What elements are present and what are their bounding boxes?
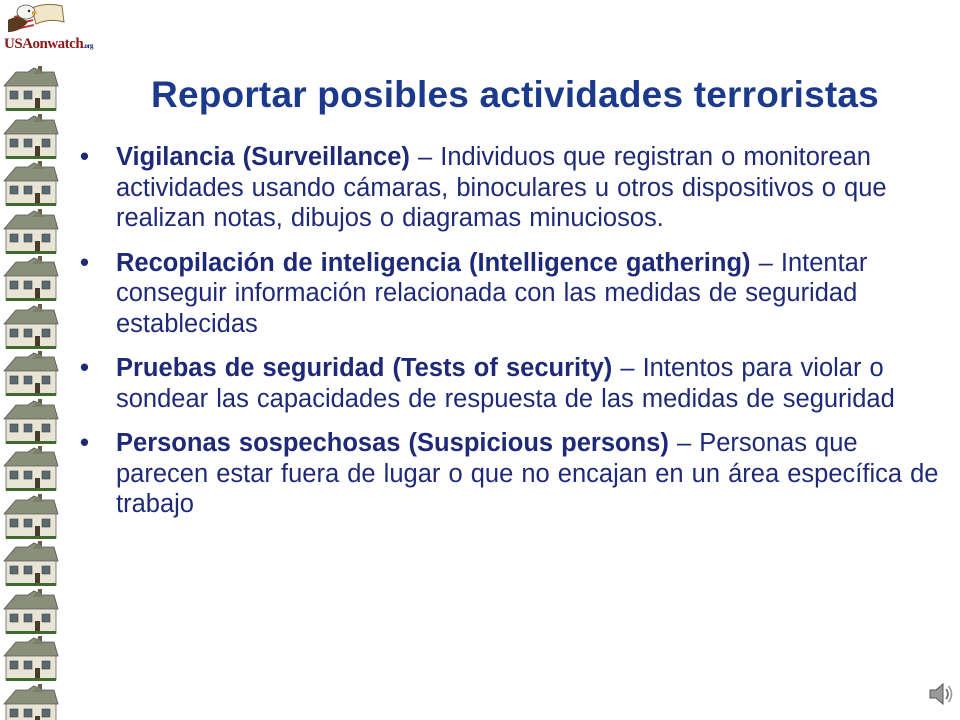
house-icon	[2, 351, 60, 397]
slide-title: Reportar posibles actividades terroristas	[151, 74, 879, 115]
house-icon	[2, 256, 60, 302]
bullet-dot: •	[80, 429, 89, 457]
eagle-emblem-icon	[2, 2, 74, 38]
bullet-item-intelligence	[78, 248, 950, 340]
bullet-text: – Individuos que registran o monitorean actividades usando cámaras, binoculares u otros dispositivos o que realizan notas, dibujos o diagramas minuciosos.	[116, 143, 887, 232]
house-icon	[2, 304, 60, 350]
house-icon	[2, 541, 60, 587]
bullet-term: Recopilación de inteligencia (Intelligence gathering)	[116, 248, 751, 277]
usaonwatch-logo	[2, 2, 94, 62]
house-icon	[2, 399, 60, 445]
house-icon	[2, 209, 60, 255]
bullet-term: Vigilancia (Surveillance)	[116, 143, 410, 171]
house-icon	[2, 589, 60, 635]
bullet-item-security-tests	[78, 353, 950, 414]
house-icon	[2, 494, 60, 540]
bullet-term: Personas sospechosas (Suspicious persons)	[116, 429, 669, 457]
house-column	[2, 66, 60, 716]
bullet-text: – Intentar conseguir información relacionada con las medidas de seguridad establecidas	[116, 248, 868, 338]
bullet-item-surveillance	[78, 142, 950, 234]
speaker-icon[interactable]	[926, 679, 956, 709]
logo-text: USAonwatch.org	[4, 36, 94, 52]
bullet-list	[78, 142, 950, 534]
house-icon	[2, 161, 60, 207]
bullet-item-suspicious-persons	[78, 428, 950, 520]
house-icon	[2, 114, 60, 160]
house-icon	[2, 684, 60, 720]
bullet-text: – Intentos para violar o sondear las capacidades de respuesta de las medidas de seguridad	[116, 354, 895, 413]
bullet-dot: •	[80, 143, 89, 171]
bullet-dot: •	[80, 354, 89, 382]
bullet-dot: •	[80, 248, 89, 277]
house-icon	[2, 636, 60, 682]
house-icon	[2, 446, 60, 492]
bullet-term: Pruebas de seguridad (Tests of security)	[116, 354, 613, 382]
bullet-text: – Personas que parecen estar fuera de lugar o que no encajan en un área específica de trabajo	[116, 429, 939, 518]
